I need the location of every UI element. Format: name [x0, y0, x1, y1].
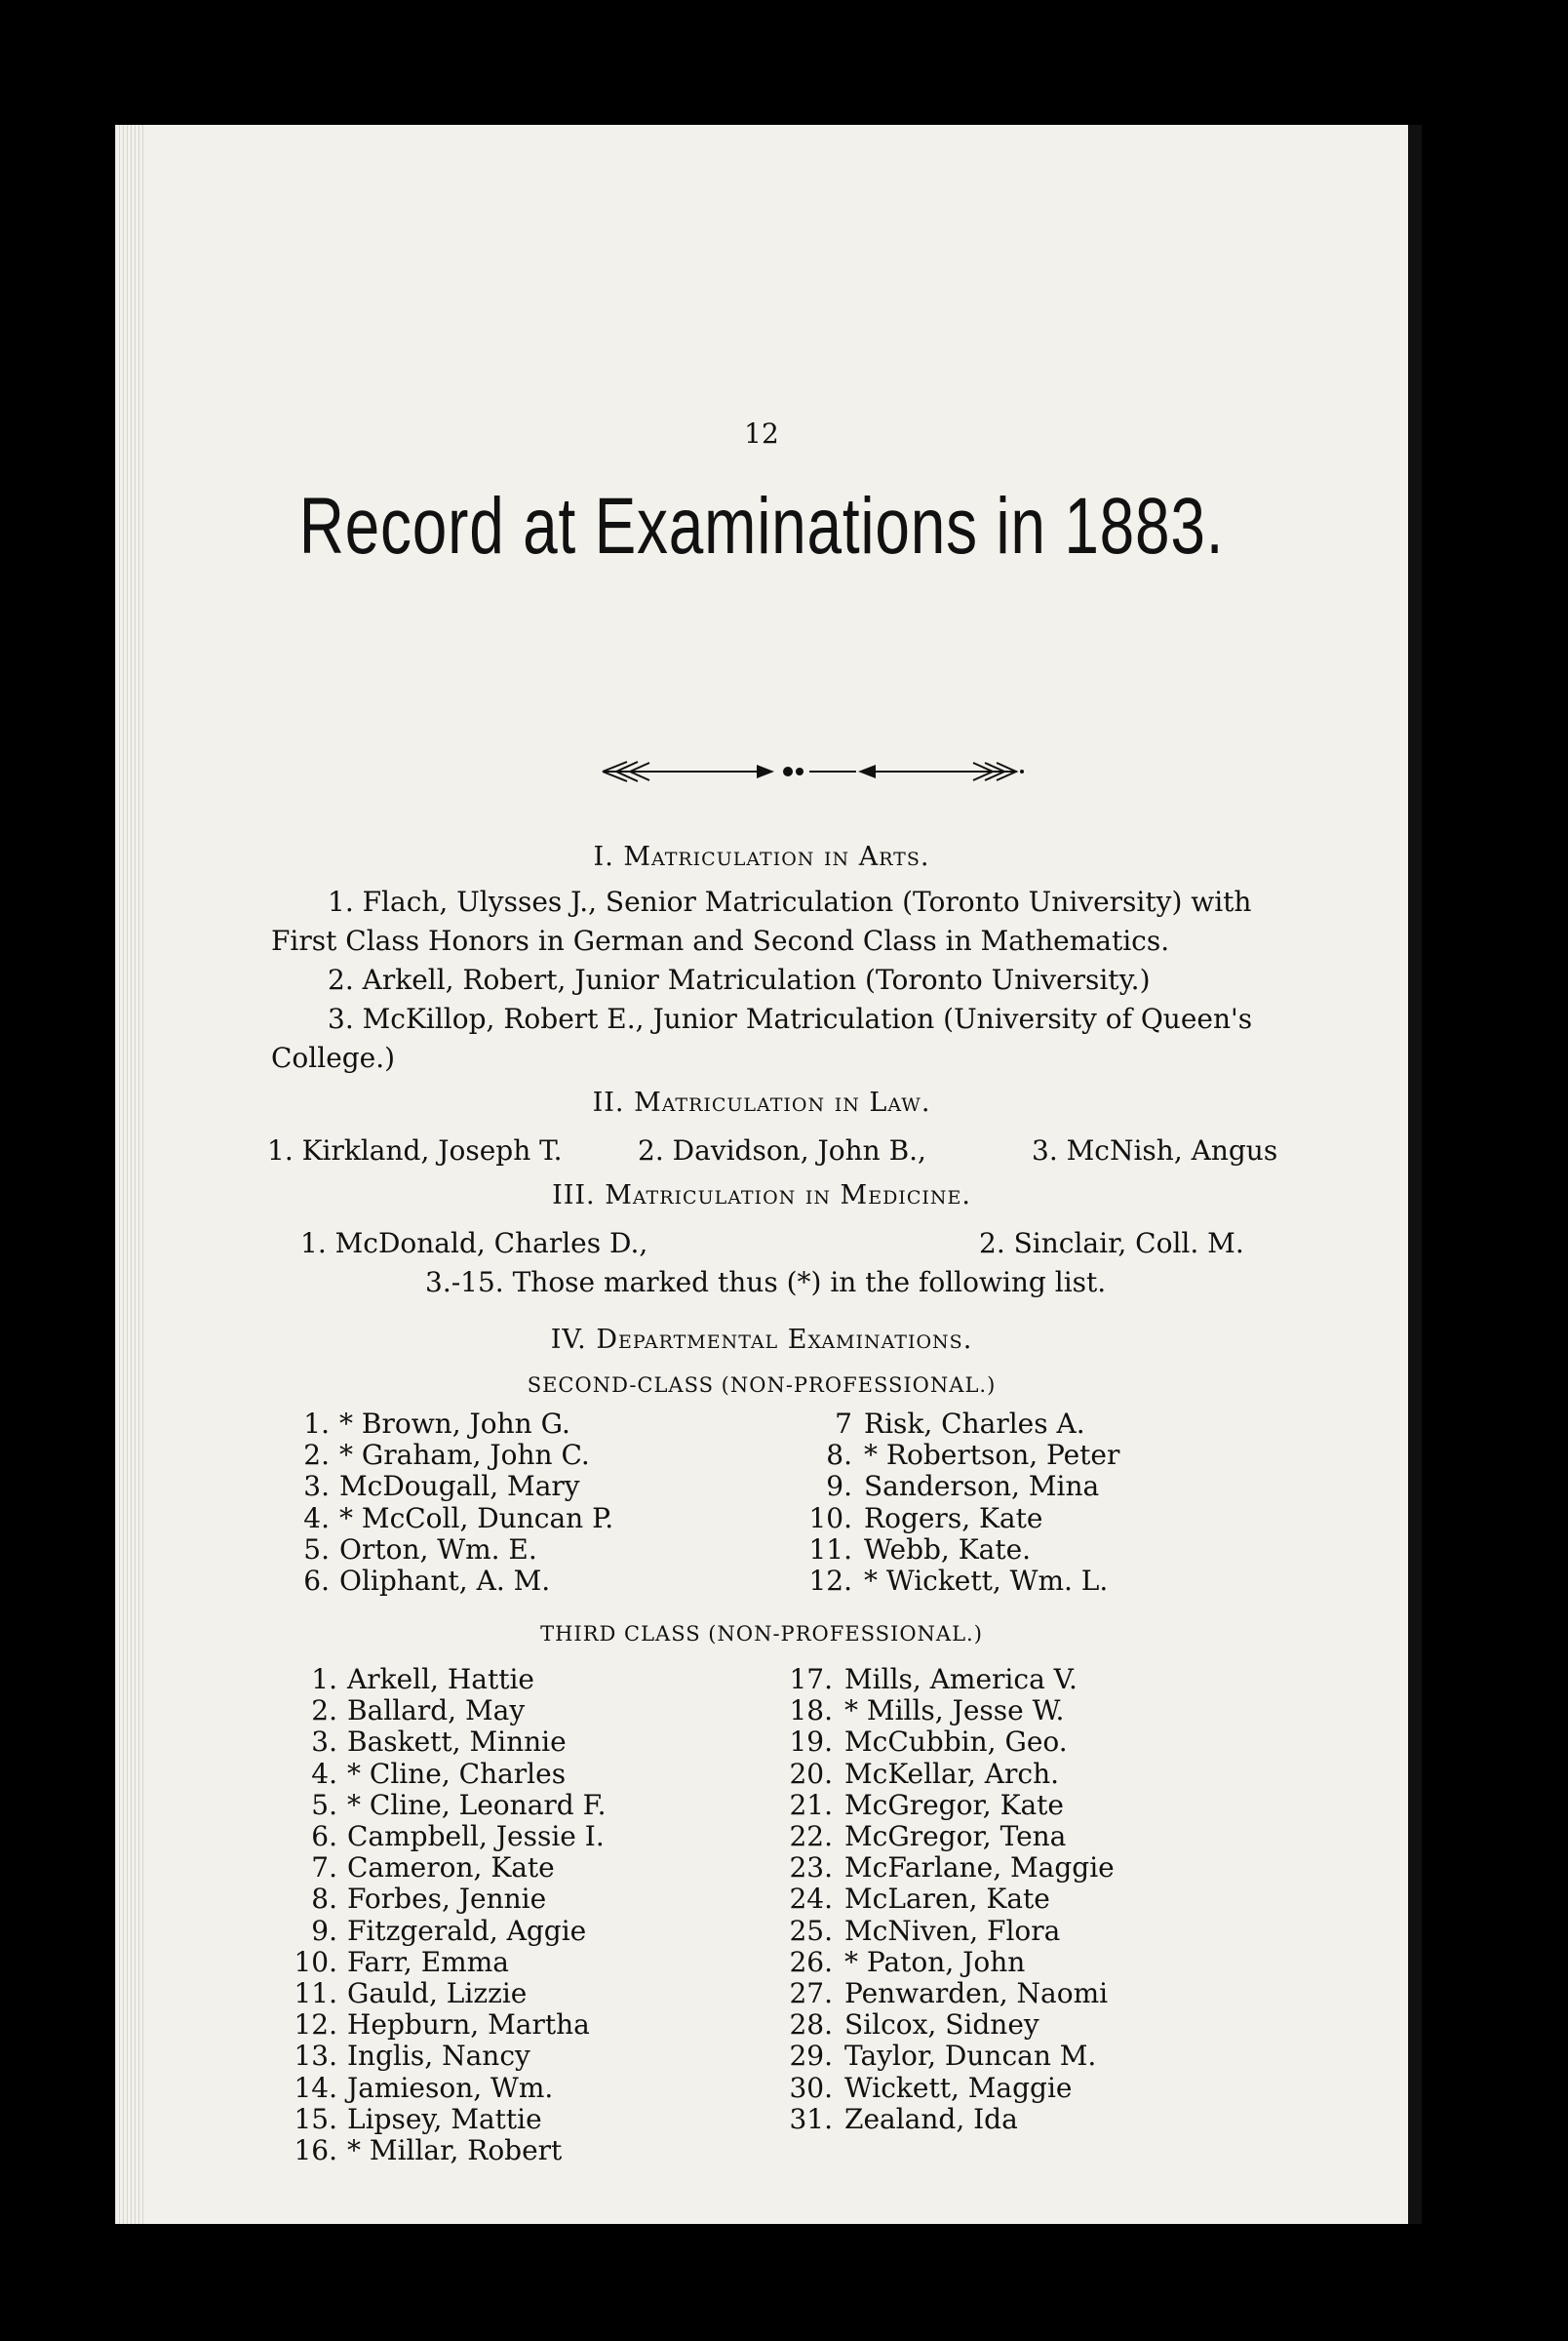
list-item-number: 18.	[789, 1694, 833, 1727]
list-item-name: Campbell, Jessie I.	[347, 1820, 605, 1853]
list-item-number: 29.	[789, 2040, 833, 2073]
list-item-name: Lipsey, Mattie	[347, 2102, 542, 2135]
list-item-number: 3.	[303, 1470, 330, 1503]
list-item-name: Baskett, Minnie	[347, 1726, 567, 1759]
list-item-name: Jamieson, Wm.	[347, 2071, 554, 2104]
list-item-name: * Wickett, Wm. L.	[864, 1565, 1109, 1598]
list-item-name: Orton, Wm. E.	[339, 1532, 537, 1566]
list-item-number: 12.	[808, 1565, 852, 1598]
list-item-number: 28.	[789, 2008, 833, 2042]
list-item	[291, 1947, 607, 1978]
arts-entry-3	[328, 1003, 1252, 1035]
list-item-number: 14.	[294, 2071, 337, 2104]
list-item-number: 11.	[294, 1977, 337, 2010]
list-item-number: 8.	[826, 1439, 852, 1472]
page-number: 12	[744, 417, 779, 450]
list-item-name: * Cline, Leonard F.	[347, 1788, 607, 1821]
arts-entry-1	[328, 886, 1251, 918]
list-item-name: Zealand, Ida	[844, 2102, 1018, 2135]
list-item-name: Inglis, Nancy	[347, 2040, 530, 2073]
list-item	[291, 1821, 607, 1852]
list-item-number: 10.	[294, 1945, 337, 1978]
list-item-name: * Graham, John C.	[339, 1439, 590, 1472]
list-item	[778, 1852, 1115, 1884]
list-item	[778, 2073, 1115, 2104]
second-class-left-column	[291, 1409, 613, 1597]
list-item	[778, 1664, 1115, 1695]
list-item-number: 9.	[311, 1914, 337, 1947]
list-item	[798, 1503, 1119, 1534]
list-item-name: Mills, America V.	[844, 1663, 1078, 1695]
list-item	[291, 1759, 607, 1790]
list-item	[778, 2104, 1115, 2135]
scanned-page	[115, 125, 1422, 2224]
list-item-number: 26.	[789, 1945, 833, 1978]
list-item	[798, 1440, 1119, 1471]
list-item	[291, 1695, 607, 1726]
arts-entry-3-name: 3. McKillop, Robert E.,	[328, 1003, 645, 1035]
list-item-number: 12.	[294, 2008, 337, 2042]
list-item-number: 8.	[311, 1883, 337, 1916]
section-heading-departmental: IV. Departmental Examinations.	[550, 1325, 973, 1355]
list-item-name: Risk, Charles A.	[864, 1408, 1085, 1440]
list-item-name: Sanderson, Mina	[864, 1470, 1100, 1503]
list-item-number: 7.	[311, 1851, 337, 1885]
medicine-note: 3.-15. Those marked thus (*) in the following list.	[425, 1266, 1107, 1298]
arts-entry-3-detail: Junior Matriculation (University of Queen's	[644, 1003, 1253, 1035]
list-item-number: 3.	[311, 1726, 337, 1759]
list-item-number: 4.	[303, 1501, 330, 1534]
list-item	[291, 1440, 613, 1471]
list-item-number: 6.	[311, 1820, 337, 1853]
list-item-name: Farr, Emma	[347, 1945, 509, 1978]
list-item	[778, 1821, 1115, 1852]
list-item-number: 10.	[808, 1501, 852, 1534]
list-item-name: McDougall, Mary	[339, 1470, 580, 1503]
list-item	[778, 1759, 1115, 1790]
list-item-number: 2.	[311, 1694, 337, 1727]
list-item-name: McLaren, Kate	[844, 1883, 1050, 1916]
list-item	[778, 1726, 1115, 1758]
list-item-number: 5.	[303, 1532, 330, 1566]
list-item	[798, 1471, 1119, 1502]
list-item	[291, 1790, 607, 1821]
list-item	[291, 1471, 613, 1502]
section-heading-law: II. Matriculation in Law.	[592, 1088, 931, 1118]
list-item-name: Taylor, Duncan M.	[844, 2040, 1097, 2073]
list-item-name: Forbes, Jennie	[347, 1883, 547, 1916]
list-item-number: 15.	[294, 2102, 337, 2135]
list-item	[778, 2009, 1115, 2041]
list-item	[798, 1534, 1119, 1566]
list-item-number: 13.	[294, 2040, 337, 2073]
list-item-name: McGregor, Tena	[844, 1820, 1067, 1853]
list-item-number: 22.	[789, 1820, 833, 1853]
list-item	[778, 1790, 1115, 1821]
list-item-name: Hepburn, Martha	[347, 2008, 590, 2042]
list-item-name: Arkell, Hattie	[347, 1663, 534, 1695]
list-item-number: 9.	[826, 1470, 852, 1503]
list-item-number: 20.	[789, 1757, 833, 1790]
list-item	[778, 1695, 1115, 1726]
list-item	[778, 2041, 1115, 2072]
list-item	[798, 1409, 1119, 1440]
list-item-name: Oliphant, A. M.	[339, 1565, 551, 1598]
list-item	[291, 1978, 607, 2009]
list-item	[291, 2041, 607, 2072]
list-item-number: 23.	[789, 1851, 833, 1885]
list-item	[291, 2073, 607, 2104]
list-item-number: 4.	[311, 1757, 337, 1790]
page-title: Record at Examinations in 1883.	[298, 482, 1225, 571]
list-item	[291, 1566, 613, 1597]
list-item-number: 19.	[789, 1726, 833, 1759]
arts-entry-3-continued: College.)	[271, 1042, 396, 1074]
list-item-name: * Millar, Robert	[347, 2134, 563, 2167]
list-item	[291, 1409, 613, 1440]
law-item-2: 2. Davidson, John B.,	[638, 1134, 926, 1167]
list-item	[291, 2135, 607, 2166]
list-item-name: * Mills, Jesse W.	[844, 1694, 1065, 1727]
list-item-number: 21.	[789, 1788, 833, 1821]
list-item-name: McGregor, Kate	[844, 1788, 1064, 1821]
list-item-number: 16.	[294, 2134, 337, 2167]
list-item-number: 6.	[303, 1565, 330, 1598]
list-item-name: McCubbin, Geo.	[844, 1726, 1068, 1759]
list-item	[291, 1916, 607, 1947]
law-item-3: 3. McNish, Angus	[1032, 1134, 1278, 1167]
list-item-number: 27.	[789, 1977, 833, 2010]
second-class-right-column	[798, 1409, 1119, 1597]
list-item-number: 2.	[303, 1439, 330, 1472]
list-item	[778, 1978, 1115, 2009]
list-item	[291, 2104, 607, 2135]
third-class-left-column	[291, 1664, 607, 2166]
list-item-name: McNiven, Flora	[844, 1914, 1061, 1947]
list-item	[291, 1534, 613, 1566]
list-item	[778, 1884, 1115, 1915]
list-item	[291, 2009, 607, 2041]
list-item	[778, 1916, 1115, 1947]
list-item-name: Cameron, Kate	[347, 1851, 555, 1885]
list-item-number: 11.	[808, 1532, 852, 1566]
list-item	[291, 1726, 607, 1758]
list-item-name: McKellar, Arch.	[844, 1757, 1060, 1790]
list-item	[778, 1947, 1115, 1978]
list-item-number: 7	[835, 1408, 852, 1440]
section-heading-medicine: III. Matriculation in Medicine.	[552, 1180, 971, 1210]
list-item-name: Fitzgerald, Aggie	[347, 1914, 587, 1947]
list-item-name: * McColl, Duncan P.	[339, 1501, 614, 1534]
list-item-name: Rogers, Kate	[864, 1501, 1043, 1534]
list-item-name: * Cline, Charles	[347, 1757, 567, 1790]
list-item	[798, 1566, 1119, 1597]
arts-entry-2-detail: Junior Matriculation (Toronto University.)	[566, 964, 1151, 996]
list-item-name: Webb, Kate.	[864, 1532, 1032, 1566]
arts-entry-2-name: 2. Arkell, Robert,	[328, 964, 567, 996]
arts-entry-1-detail: Senior Matriculation (Toronto University) with	[597, 886, 1252, 918]
list-item-number: 30.	[789, 2071, 833, 2104]
list-item	[291, 1503, 613, 1534]
list-item-number: 5.	[311, 1788, 337, 1821]
list-item-name: Silcox, Sidney	[844, 2008, 1039, 2042]
section-heading-arts: I. Matriculation in Arts.	[593, 842, 930, 872]
list-item-name: * Paton, John	[844, 1945, 1026, 1978]
list-item-number: 24.	[789, 1883, 833, 1916]
list-item	[291, 1852, 607, 1884]
list-item-name: * Robertson, Peter	[864, 1439, 1120, 1472]
list-item-name: McFarlane, Maggie	[844, 1851, 1115, 1885]
subheading-third-class: THIRD CLASS (NON-PROFESSIONAL.)	[540, 1622, 983, 1646]
list-item-number: 31.	[789, 2102, 833, 2135]
arts-entry-1-name: 1. Flach, Ulysses J.,	[328, 886, 598, 918]
list-item-name: Gauld, Lizzie	[347, 1977, 528, 2010]
medicine-item-2: 2. Sinclair, Coll. M.	[979, 1227, 1244, 1259]
list-item-number: 1.	[303, 1408, 330, 1440]
list-item	[291, 1884, 607, 1915]
list-item-number: 25.	[789, 1914, 833, 1947]
list-item-name: Ballard, May	[347, 1694, 526, 1727]
arts-entry-1-continued: First Class Honors in German and Second Class in Mathematics.	[271, 925, 1170, 957]
list-item-number: 1.	[311, 1663, 337, 1695]
third-class-right-column	[778, 1664, 1115, 2135]
ornament-divider-icon	[583, 757, 1090, 786]
list-item-number: 17.	[789, 1663, 833, 1695]
law-item-1: 1. Kirkland, Joseph T.	[267, 1134, 563, 1167]
list-item-name: * Brown, John G.	[339, 1408, 570, 1440]
list-item	[291, 1664, 607, 1695]
list-item-name: Wickett, Maggie	[844, 2071, 1073, 2104]
list-item-name: Penwarden, Naomi	[844, 1977, 1109, 2010]
subheading-second-class: SECOND-CLASS (NON-PROFESSIONAL.)	[527, 1373, 997, 1397]
medicine-item-1: 1. McDonald, Charles D.,	[300, 1227, 648, 1259]
arts-entry-2	[328, 964, 1151, 996]
